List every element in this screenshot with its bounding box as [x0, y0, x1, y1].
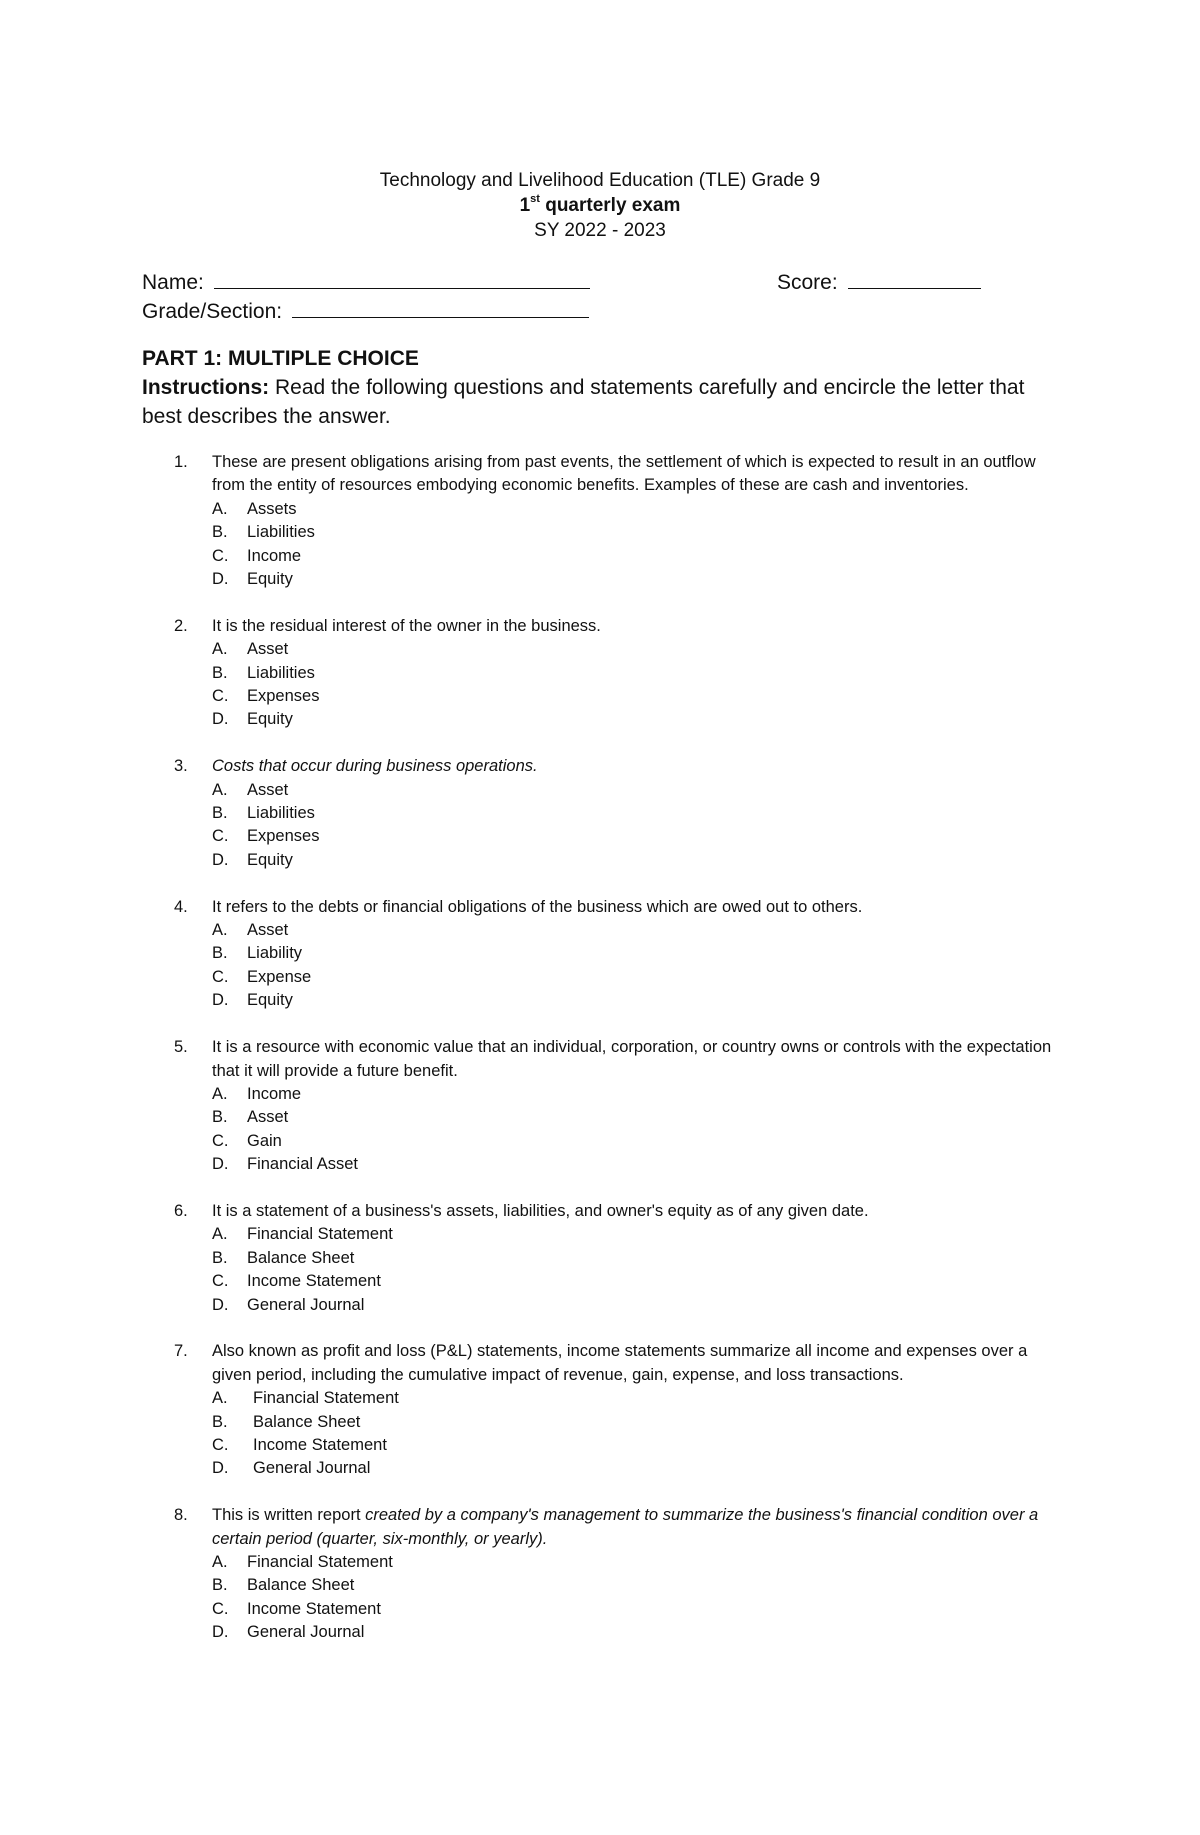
choice-text: General Journal: [247, 1623, 365, 1642]
exam-title-rest: quarterly exam: [539, 195, 681, 216]
question-number: 7.: [174, 1342, 188, 1361]
choice-list: [212, 638, 1054, 732]
choice-letter: D.: [212, 570, 229, 589]
question-text: It is a resource with economic value that an individual, corporation, or country owns or controls with the expectation that it will provide a future benefit.: [212, 1038, 1052, 1080]
choice-item[interactable]: [212, 1153, 1054, 1176]
choice-text: Balance Sheet: [247, 1576, 355, 1595]
choice-letter: C.: [212, 827, 229, 846]
choice-letter: C.: [212, 967, 229, 986]
choice-list: [212, 779, 1054, 873]
choice-text: Gain: [247, 1131, 282, 1150]
choice-letter: A.: [212, 1225, 228, 1244]
choice-text: Income Statement: [253, 1435, 387, 1454]
question-7: [174, 1340, 1054, 1480]
choice-text: Liabilities: [247, 523, 315, 542]
choice-list: [212, 1083, 1054, 1177]
question-number: 5.: [174, 1038, 188, 1057]
choice-letter: A.: [212, 921, 228, 940]
question-1: [174, 451, 1054, 591]
question-list: [174, 451, 1054, 1668]
choice-text: Expense: [247, 967, 312, 986]
choice-item[interactable]: [212, 685, 1054, 708]
choice-letter: C.: [212, 546, 229, 565]
choice-letter: D.: [212, 991, 229, 1010]
choice-text: Financial Asset: [247, 1155, 358, 1174]
choice-letter: C.: [212, 1272, 229, 1291]
instructions-text: Read the following questions and statements carefully and encircle the letter that best describes the answer.: [142, 376, 1025, 428]
choice-item[interactable]: [212, 942, 1054, 965]
choice-letter: C.: [212, 1599, 229, 1618]
choice-text: Liability: [247, 944, 303, 963]
choice-text: Balance Sheet: [247, 1248, 355, 1267]
choice-item[interactable]: [212, 1387, 1054, 1410]
choice-item[interactable]: [212, 568, 1054, 591]
question-6: [174, 1200, 1054, 1317]
choice-letter: C.: [212, 1131, 229, 1150]
question-text: [212, 1504, 1054, 1551]
question-number: 4.: [174, 897, 188, 916]
exam-ordinal: 1: [519, 195, 531, 216]
part-title: PART 1: MULTIPLE CHOICE: [142, 347, 419, 370]
choice-letter: D.: [212, 1155, 229, 1174]
choice-text: Balance Sheet: [253, 1412, 361, 1431]
question-text: Costs that occur during business operations.: [212, 757, 538, 776]
choice-letter: B.: [212, 523, 228, 542]
choice-item[interactable]: [212, 1223, 1054, 1246]
choice-text: Financial Statement: [247, 1225, 393, 1244]
choice-text: Liabilities: [247, 804, 315, 823]
choice-letter: A.: [212, 1552, 228, 1571]
choice-letter: D.: [212, 1295, 229, 1314]
question-number: 8.: [174, 1506, 188, 1525]
choice-item[interactable]: [212, 919, 1054, 942]
choice-text: Asset: [247, 640, 289, 659]
question-text: It is the residual interest of the owner in the business.: [212, 616, 601, 635]
choice-item[interactable]: [212, 1574, 1054, 1597]
name-label: Name:: [142, 271, 204, 294]
choice-item[interactable]: [212, 1434, 1054, 1457]
choice-text: Equity: [247, 710, 293, 729]
choice-text: Income: [247, 546, 302, 565]
school-year: SY 2022 - 2023: [534, 220, 666, 241]
choice-letter: A.: [212, 780, 228, 799]
choice-text: Asset: [247, 921, 289, 940]
choice-letter: D.: [212, 1623, 229, 1642]
choice-text: Equity: [247, 991, 293, 1010]
choice-letter: C.: [212, 687, 229, 706]
choice-text: Expenses: [247, 687, 320, 706]
question-number: 6.: [174, 1201, 188, 1220]
choice-item[interactable]: [212, 779, 1054, 802]
choice-text: Income Statement: [247, 1272, 381, 1291]
choice-item[interactable]: [212, 545, 1054, 568]
choice-text: Expenses: [247, 827, 320, 846]
choice-list: [212, 919, 1054, 1013]
score-field: [777, 268, 981, 297]
exam-ordinal-suffix: st: [530, 192, 540, 205]
choice-text: Equity: [247, 570, 293, 589]
choice-item[interactable]: [212, 1621, 1054, 1644]
choice-text: Assets: [247, 499, 297, 518]
question-5: [174, 1036, 1054, 1176]
instructions: [142, 373, 1062, 431]
instructions-label: Instructions:: [142, 376, 270, 399]
question-number: 1.: [174, 453, 188, 471]
choice-text: Asset: [247, 1108, 289, 1127]
choice-item[interactable]: [212, 521, 1054, 544]
question-4: [174, 896, 1054, 1013]
question-number: 3.: [174, 757, 188, 776]
choice-item[interactable]: [212, 662, 1054, 685]
choice-letter: B.: [212, 663, 228, 682]
question-text-plain: This is written report: [212, 1506, 366, 1525]
choice-letter: A.: [212, 1084, 228, 1103]
choice-item[interactable]: [212, 1130, 1054, 1153]
choice-text: Financial Statement: [247, 1552, 393, 1571]
choice-item[interactable]: [212, 1270, 1054, 1293]
exam-title: [0, 193, 1200, 218]
choice-letter: A.: [212, 499, 228, 518]
choice-item[interactable]: [212, 638, 1054, 661]
choice-item[interactable]: [212, 966, 1054, 989]
name-blank[interactable]: [214, 268, 590, 289]
choice-item[interactable]: [212, 1083, 1054, 1106]
choice-item[interactable]: [212, 849, 1054, 872]
question-text: These are present obligations arising from past events, the settlement of which is expected to result in an outflow from the entity of resources embodying economic benefits. Examples of these are cash and inventories.: [212, 453, 1036, 495]
choice-item[interactable]: [212, 802, 1054, 825]
choice-letter: D.: [212, 850, 229, 869]
question-2: [174, 615, 1054, 732]
choice-item[interactable]: [212, 1598, 1054, 1621]
choice-item[interactable]: [212, 498, 1054, 521]
subject-title: Technology and Livelihood Education (TLE) Grade 9: [379, 170, 821, 191]
choice-letter: B.: [212, 804, 228, 823]
choice-text: General Journal: [253, 1459, 371, 1478]
question-number: 2.: [174, 616, 188, 635]
choice-letter: A.: [212, 1389, 228, 1408]
choice-item[interactable]: [212, 1294, 1054, 1317]
grade-section-label: Grade/Section:: [142, 300, 283, 323]
choice-text: Equity: [247, 850, 293, 869]
choice-letter: D.: [212, 1459, 229, 1478]
choice-list: [212, 1551, 1054, 1645]
choice-text: Liabilities: [247, 663, 315, 682]
question-text: It refers to the debts or financial obligations of the business which are owed out to others.: [212, 897, 863, 916]
choice-letter: C.: [212, 1435, 229, 1454]
choice-letter: B.: [212, 1248, 228, 1267]
choice-item[interactable]: [212, 1551, 1054, 1574]
choice-item[interactable]: [212, 1411, 1054, 1434]
score-blank[interactable]: [848, 268, 981, 289]
score-label: Score:: [777, 271, 838, 294]
student-info-fields: [142, 268, 1062, 326]
choice-letter: B.: [212, 1412, 228, 1431]
choice-item[interactable]: [212, 1106, 1054, 1129]
choice-letter: A.: [212, 640, 228, 659]
choice-letter: B.: [212, 944, 228, 963]
grade-section-row: [142, 297, 1062, 326]
question-text-italic: created by a company's management to summarize the business's financial condition over a certain period (quarter, six-monthly, or yearly).: [212, 1506, 1039, 1548]
choice-letter: D.: [212, 710, 229, 729]
choice-item[interactable]: [212, 825, 1054, 848]
grade-section-blank[interactable]: [292, 297, 589, 318]
question-text: Also known as profit and loss (P&L) statements, income statements summarize all income and expenses over a given period, including the cumulative impact of revenue, gain, expense, and loss transactions.: [212, 1342, 1028, 1384]
name-row: [142, 268, 1062, 297]
choice-letter: B.: [212, 1576, 228, 1595]
choice-text: Income: [247, 1084, 302, 1103]
choice-text: General Journal: [247, 1295, 365, 1314]
choice-text: Asset: [247, 780, 289, 799]
choice-list: [212, 1223, 1054, 1317]
choice-item[interactable]: [212, 708, 1054, 731]
choice-list: [212, 498, 1054, 592]
exam-header: [0, 168, 1200, 243]
question-3: [174, 755, 1054, 872]
choice-text: Financial Statement: [253, 1389, 399, 1408]
question-8: [174, 1504, 1054, 1644]
choice-item[interactable]: [212, 989, 1054, 1012]
choice-item[interactable]: [212, 1247, 1054, 1270]
choice-letter: B.: [212, 1108, 228, 1127]
question-text: It is a statement of a business's assets, liabilities, and owner's equity as of any given date.: [212, 1201, 869, 1220]
choice-item[interactable]: [212, 1457, 1054, 1480]
choice-list: [212, 1387, 1054, 1481]
choice-text: Income Statement: [247, 1599, 381, 1618]
part-1-section: [142, 345, 1062, 431]
